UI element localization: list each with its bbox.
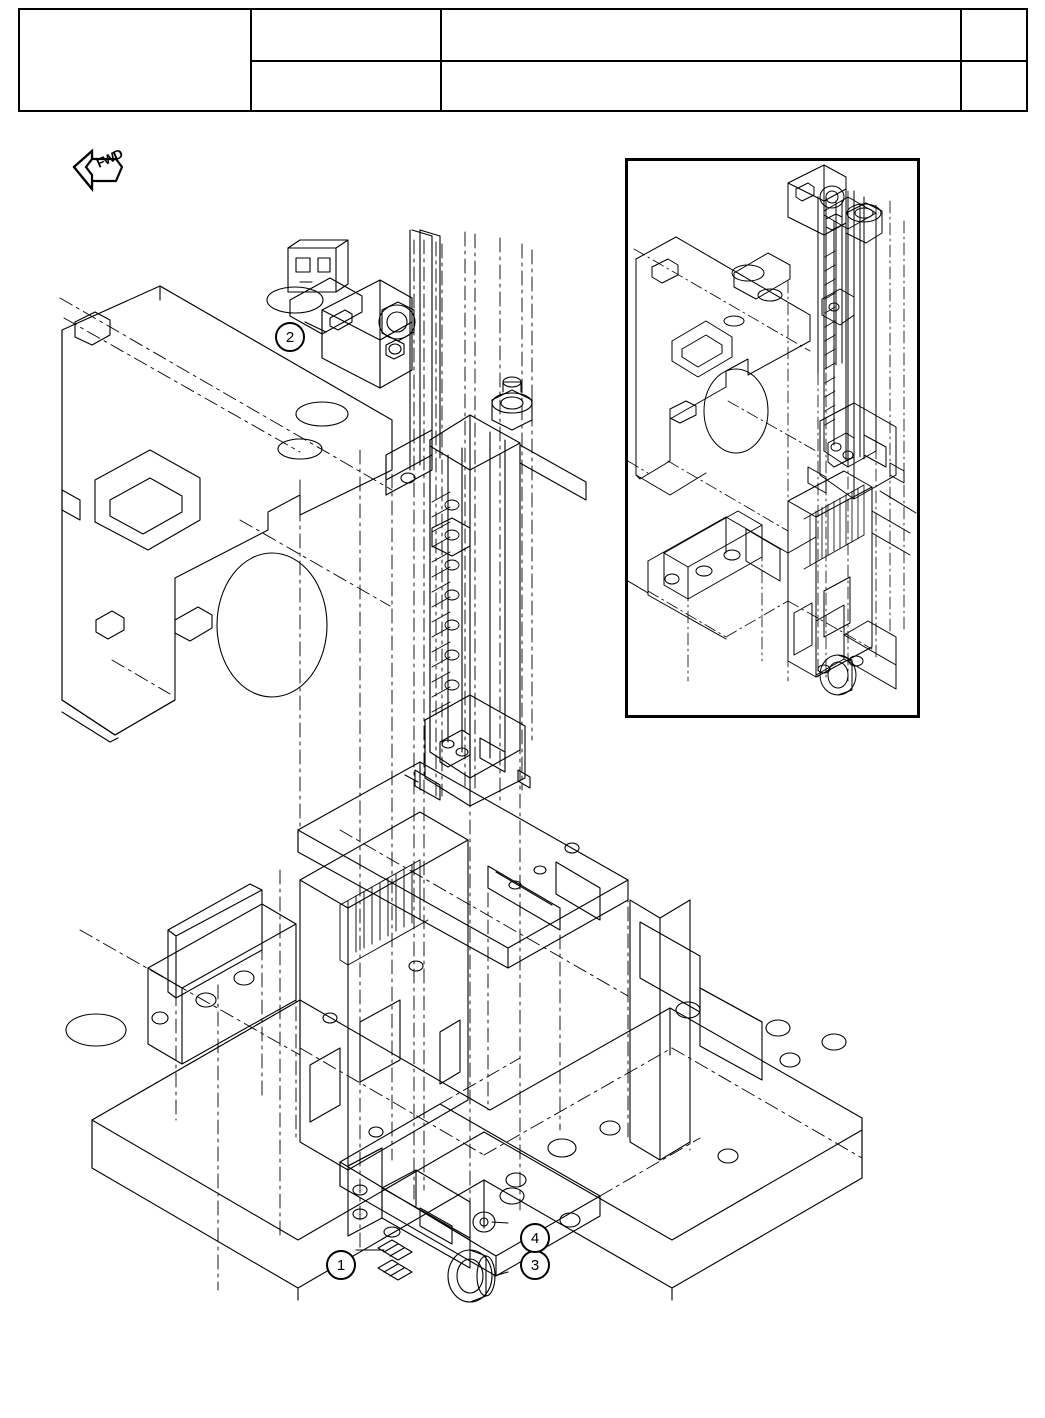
fwd-arrow-icon (70, 143, 132, 195)
fwd-label: FWD (94, 146, 125, 171)
callout-balloon-3[interactable]: 3 (520, 1250, 550, 1280)
table-cell-r2c3 (962, 60, 1026, 110)
table-cell-r1c3 (962, 10, 1026, 60)
callout-balloon-1[interactable]: 1 (326, 1250, 356, 1280)
callout-balloon-2[interactable]: 2 (275, 322, 305, 352)
header-table (18, 8, 1028, 112)
table-cell-r1c2 (442, 10, 958, 60)
table-cell-r2c1 (252, 60, 438, 110)
table-cell-r1c1 (252, 10, 438, 60)
inset-detail-view (625, 158, 920, 718)
callout-balloon-4[interactable]: 4 (520, 1223, 550, 1253)
table-cell-r2c2 (442, 60, 958, 110)
